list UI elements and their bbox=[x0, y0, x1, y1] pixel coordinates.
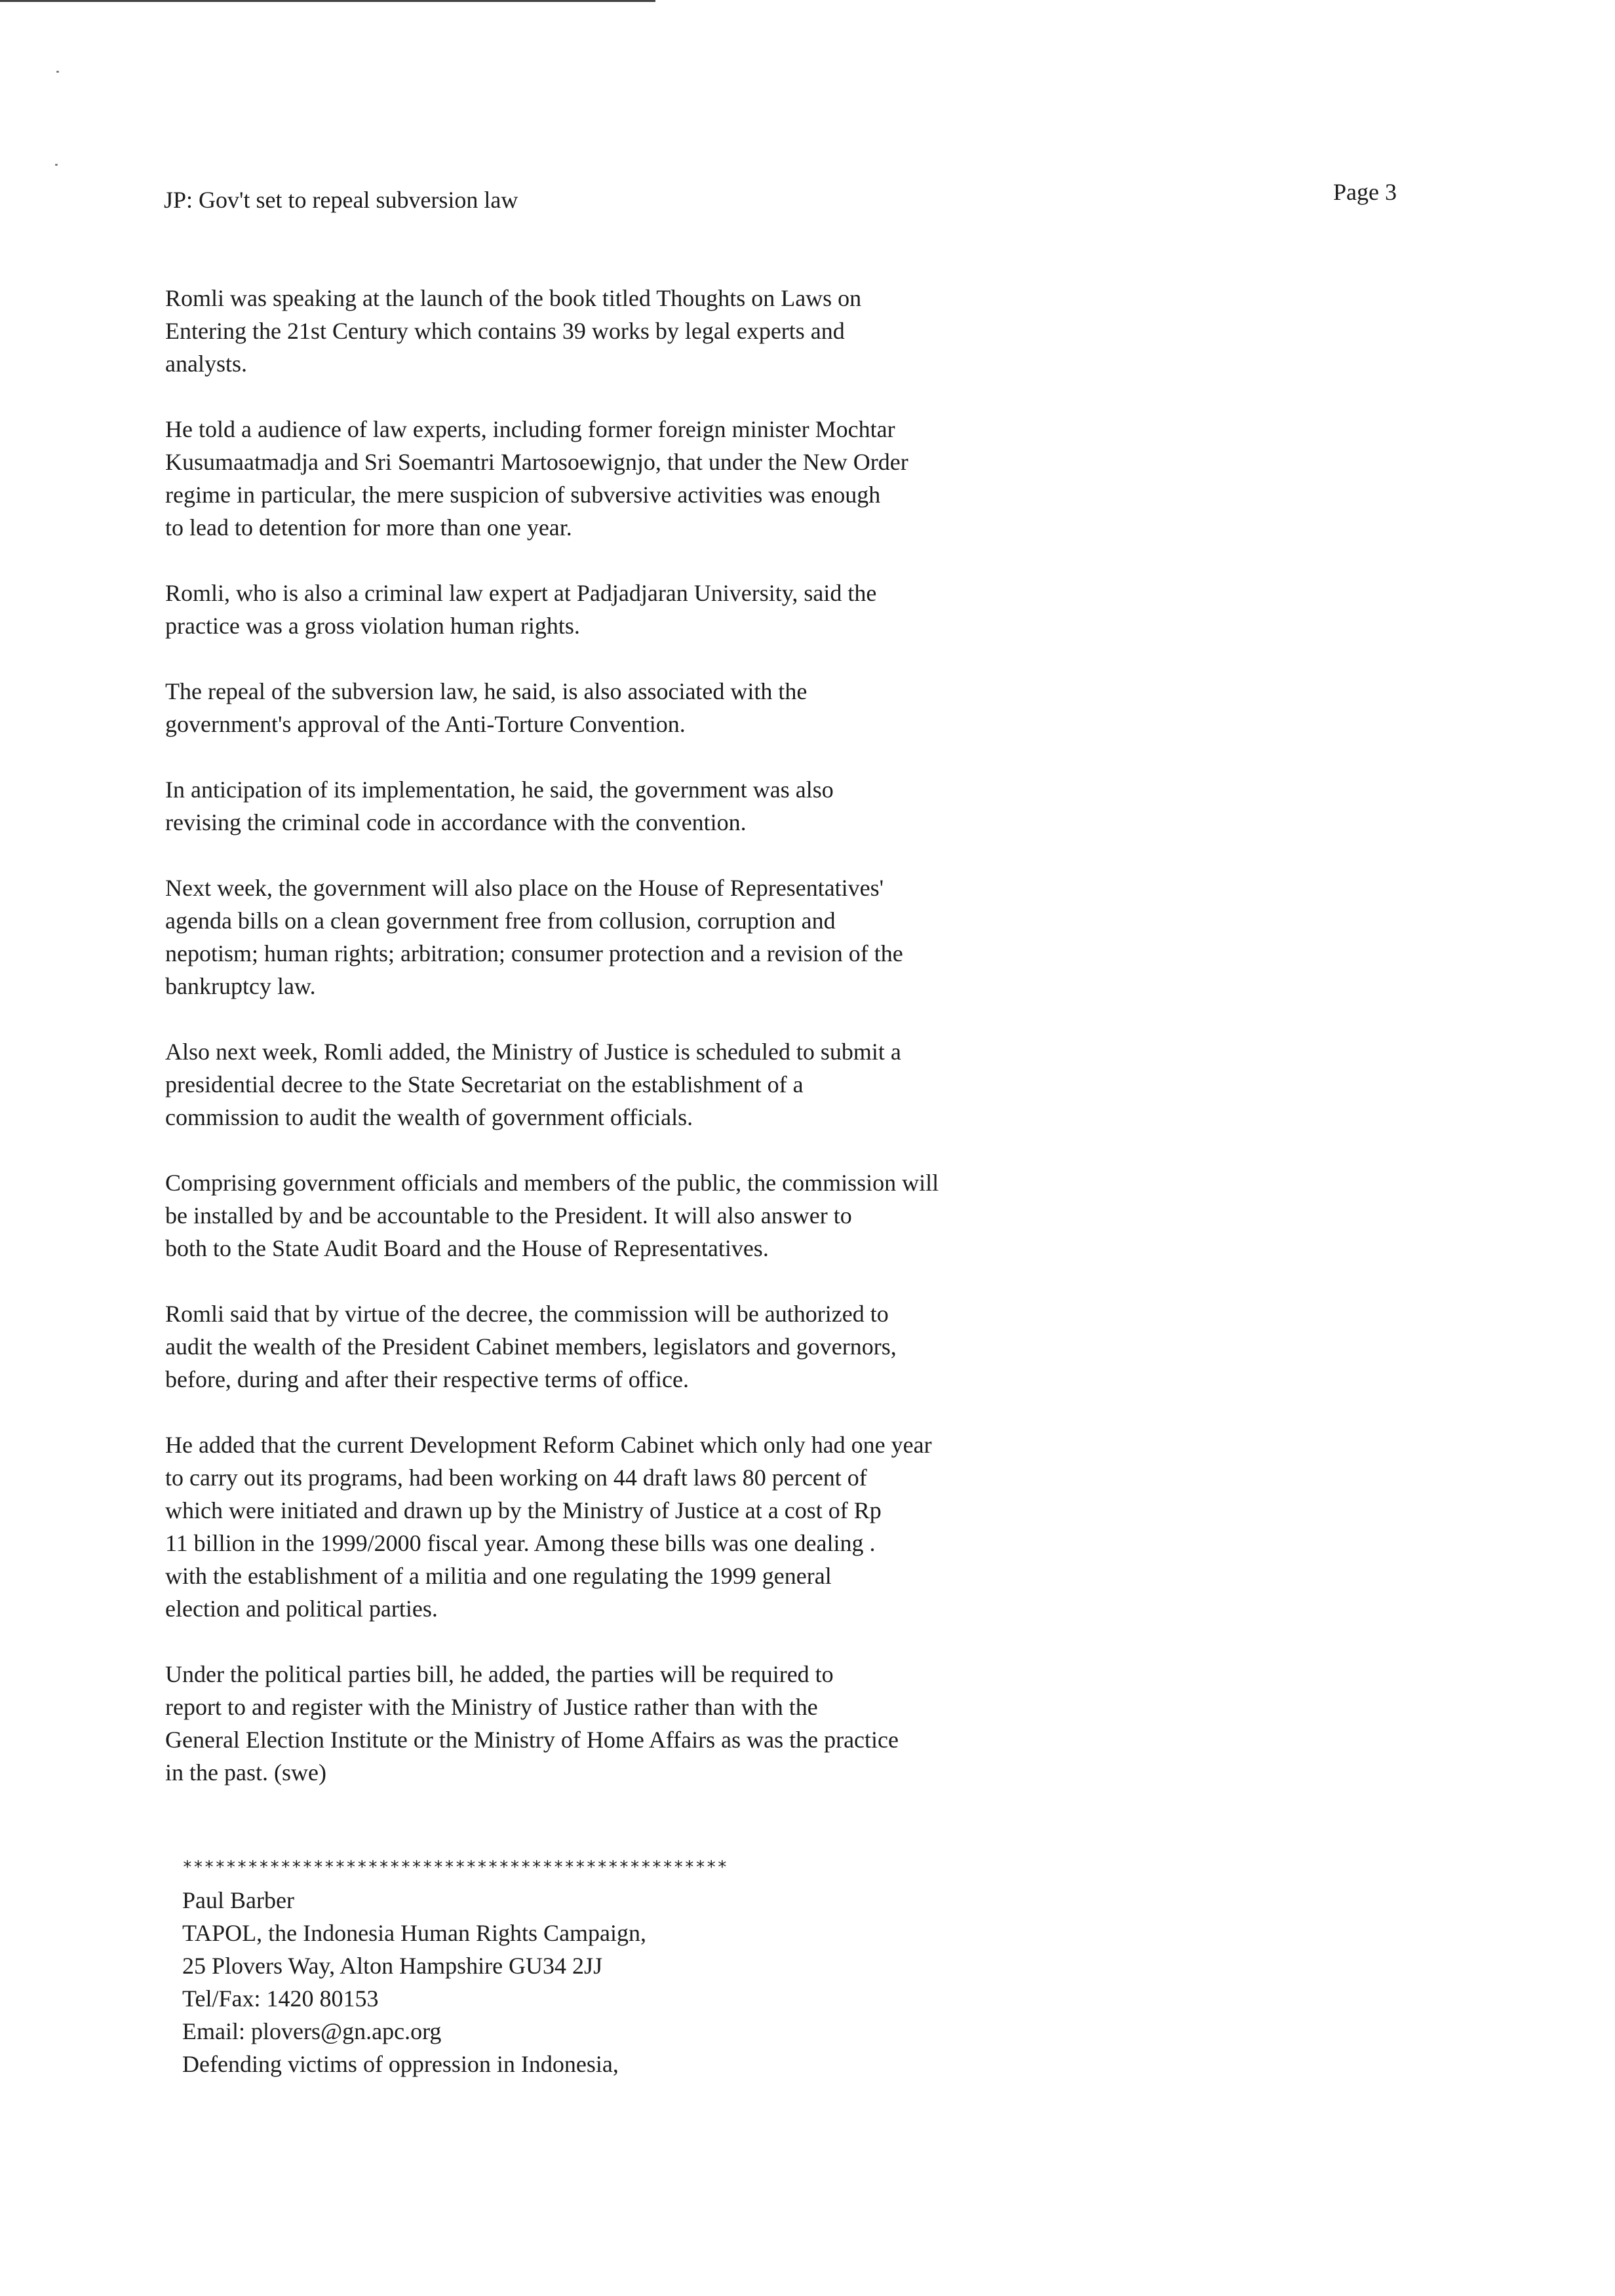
paragraph bbox=[165, 282, 1096, 380]
text-line: to lead to detention for more than one year. bbox=[165, 514, 572, 541]
paragraph bbox=[165, 577, 1096, 642]
text-line: audit the wealth of the President Cabinet members, legislators and governors, bbox=[165, 1333, 897, 1360]
separator-line: ************************************************** bbox=[182, 1858, 728, 1877]
text-line: presidential decree to the State Secretariat on the establishment of a bbox=[165, 1071, 804, 1098]
text-line: before, during and after their respective terms of office. bbox=[165, 1366, 689, 1392]
page-title: JP: Gov't set to repeal subversion law bbox=[164, 187, 518, 213]
signature-phone: Tel/Fax: 1420 80153 bbox=[182, 1985, 379, 2012]
paragraph bbox=[165, 1035, 1096, 1134]
text-line: election and political parties. bbox=[165, 1596, 438, 1622]
scan-speck bbox=[56, 71, 59, 73]
signature-organization: TAPOL, the Indonesia Human Rights Campaign, bbox=[182, 1920, 647, 1946]
text-line: in the past. (swe) bbox=[165, 1759, 326, 1786]
text-line: General Election Institute or the Ministry of Home Affairs as was the practice bbox=[165, 1727, 899, 1753]
text-line: government's approval of the Anti-Torture Convention. bbox=[165, 711, 686, 737]
text-line: In anticipation of its implementation, he said, the government was also bbox=[165, 776, 834, 803]
text-line: bankruptcy law. bbox=[165, 973, 316, 999]
text-line: nepotism; human rights; arbitration; consumer protection and a revision of the bbox=[165, 940, 903, 966]
signature-block bbox=[182, 1851, 1100, 2080]
text-line: Under the political parties bill, he added, the parties will be required to bbox=[165, 1661, 834, 1687]
text-line: both to the State Audit Board and the House of Representatives. bbox=[165, 1235, 769, 1261]
page-number: Page 3 bbox=[1333, 179, 1397, 205]
text-line: Also next week, Romli added, the Ministry of Justice is scheduled to submit a bbox=[165, 1039, 901, 1065]
paragraph bbox=[165, 675, 1096, 740]
text-line: Comprising government officials and members of the public, the commission will bbox=[165, 1170, 939, 1196]
text-line: 11 billion in the 1999/2000 fiscal year. Among these bills was one dealing . bbox=[165, 1530, 876, 1556]
text-line: with the establishment of a militia and one regulating the 1999 general bbox=[165, 1563, 832, 1589]
text-line: report to and register with the Ministry of Justice rather than with the bbox=[165, 1694, 818, 1720]
text-line: Kusumaatmadja and Sri Soemantri Martosoewignjo, that under the New Order bbox=[165, 449, 908, 475]
text-line: The repeal of the subversion law, he said, is also associated with the bbox=[165, 678, 808, 704]
text-line: Romli said that by virtue of the decree, the commission will be authorized to bbox=[165, 1301, 889, 1327]
scan-edge-rule bbox=[0, 0, 655, 2]
text-line: regime in particular, the mere suspicion of subversive activities was enough bbox=[165, 482, 881, 508]
paragraph bbox=[165, 871, 1096, 1003]
signature-name: Paul Barber bbox=[182, 1887, 294, 1913]
paragraph bbox=[165, 413, 1096, 544]
text-line: agenda bills on a clean government free from collusion, corruption and bbox=[165, 908, 836, 934]
text-line: He told a audience of law experts, including former foreign minister Mochtar bbox=[165, 416, 895, 442]
text-line: Romli was speaking at the launch of the book titled Thoughts on Laws on bbox=[165, 285, 862, 311]
text-line: practice was a gross violation human rights. bbox=[165, 613, 580, 639]
paragraph bbox=[165, 773, 1096, 839]
text-line: analysts. bbox=[165, 351, 247, 377]
signature-email: Email: plovers@gn.apc.org bbox=[182, 2018, 442, 2044]
text-line: Entering the 21st Century which contains 39 works by legal experts and bbox=[165, 318, 845, 344]
paragraph bbox=[165, 1166, 1096, 1265]
paragraph bbox=[165, 1428, 1096, 1625]
text-line: Next week, the government will also place on the House of Representatives' bbox=[165, 875, 884, 901]
text-line: to carry out its programs, had been working on 44 draft laws 80 percent of bbox=[165, 1464, 867, 1491]
paragraph bbox=[165, 1658, 1096, 1789]
text-line: commission to audit the wealth of government officials. bbox=[165, 1104, 693, 1130]
article-body bbox=[165, 282, 1096, 1822]
signature-tagline: Defending victims of oppression in Indonesia, bbox=[182, 2051, 619, 2077]
text-line: revising the criminal code in accordance with the convention. bbox=[165, 809, 747, 835]
signature-address: 25 Plovers Way, Alton Hampshire GU34 2JJ bbox=[182, 1953, 603, 1979]
text-line: which were initiated and drawn up by the Ministry of Justice at a cost of Rp bbox=[165, 1497, 882, 1523]
text-line: Romli, who is also a criminal law expert at Padjadjaran University, said the bbox=[165, 580, 877, 606]
scan-speck bbox=[55, 164, 58, 166]
paragraph bbox=[165, 1297, 1096, 1396]
text-line: be installed by and be accountable to the President. It will also answer to bbox=[165, 1202, 852, 1229]
text-line: He added that the current Development Reform Cabinet which only had one year bbox=[165, 1432, 932, 1458]
